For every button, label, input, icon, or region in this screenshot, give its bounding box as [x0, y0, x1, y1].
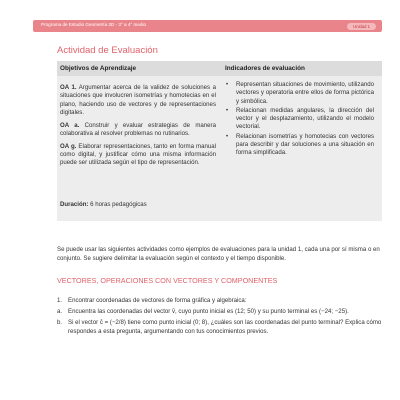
indicator-item — [226, 133, 374, 158]
objectives-list — [60, 84, 216, 172]
objective-text: Elaborar representaciones, tanto en forma manual como digital, y justificar cómo una misma información puede ser utilizada según el tipo de representación. — [60, 142, 216, 167]
objective-text: Argumentar acerca de la validez de soluciones a situaciones que involucren isometrías y homotecias en el plano, haciendo uso de vectores y de representaciones digitales. — [60, 84, 216, 116]
exercise-list — [57, 296, 382, 338]
bullet-icon: • — [226, 82, 229, 88]
objective-item — [60, 143, 216, 168]
exercise-number: 1. — [57, 297, 63, 304]
objectives-column-header: Objetivos de Aprendizaje — [60, 65, 137, 72]
objective-text: Construir y evaluar estrategias de manera colaborativa al resolver problemas no rutinarios. — [60, 121, 216, 137]
objective-code: OA g. — [60, 142, 77, 150]
page-header-bar — [33, 20, 382, 32]
exercise-item — [57, 318, 382, 337]
indicator-text: Relacionan isometrías y homotecias con vectores para describir y dar soluciones a una situación en forma simplificada. — [236, 132, 374, 157]
exercise-item — [57, 307, 382, 316]
objective-code: OA a. — [60, 121, 80, 129]
exercise-number: a. — [57, 307, 63, 315]
objective-item — [60, 84, 216, 117]
unit-badge: Unidad 1 — [347, 23, 376, 30]
section-heading: VECTORES, OPERACIONES CON VECTORES Y COMPONENTES — [57, 276, 278, 285]
exercise-text: Encuentra las coordenadas del vector v̄, cuyo punto inicial es (12; 50) y su punto terminal es (−24; −25). — [68, 307, 349, 315]
evaluation-table-header — [57, 61, 382, 76]
duration-label: Duración: — [60, 201, 89, 208]
activity-title: Actividad de Evaluación — [57, 45, 158, 56]
indicators-list — [226, 81, 374, 159]
objective-code: OA 1. — [60, 84, 77, 91]
exercise-number: b. — [57, 318, 63, 326]
exercise-item — [57, 296, 382, 305]
duration-value: 6 horas pedagógicas — [88, 201, 147, 208]
indicator-text: Representan situaciones de movimiento, utilizando vectores y operatoria entre ellos de forma pictórica y simbólica. — [236, 81, 374, 105]
exercise-text: Encontrar coordenadas de vectores de forma gráfica y algebraica: — [68, 297, 247, 304]
exercise-text: Si el vector c̄ = (−2/8) tiene como punto inicial (0; 8), ¿cuáles son las coordenadas del punto terminal? Explica cómo respondes a esta pregunta, argumentando con tus conocimientos previos. — [68, 318, 382, 336]
bullet-icon: • — [226, 133, 229, 140]
objective-item — [60, 122, 216, 139]
evaluation-table — [57, 61, 382, 221]
indicator-item — [226, 81, 374, 106]
bullet-icon: • — [226, 107, 229, 114]
program-title: Programa de Estudio Geometría 3D - 3° a 4° medio — [41, 22, 147, 27]
indicator-item — [226, 107, 374, 132]
duration-note — [60, 201, 147, 208]
indicator-text: Relacionan medidas angulares, la dirección del vector y el desplazamiento, utilizando el modelo vectorial. — [236, 106, 374, 131]
intro-paragraph: Se puede usar las siguientes actividades como ejemplos de evaluaciones para la unidad 1, cada una por sí misma o en conjunto. Se sugiere delimitar la evaluación según el contexto y el tiempo disponible. — [57, 246, 380, 263]
indicators-column-header: Indicadores de evaluación — [225, 65, 305, 72]
